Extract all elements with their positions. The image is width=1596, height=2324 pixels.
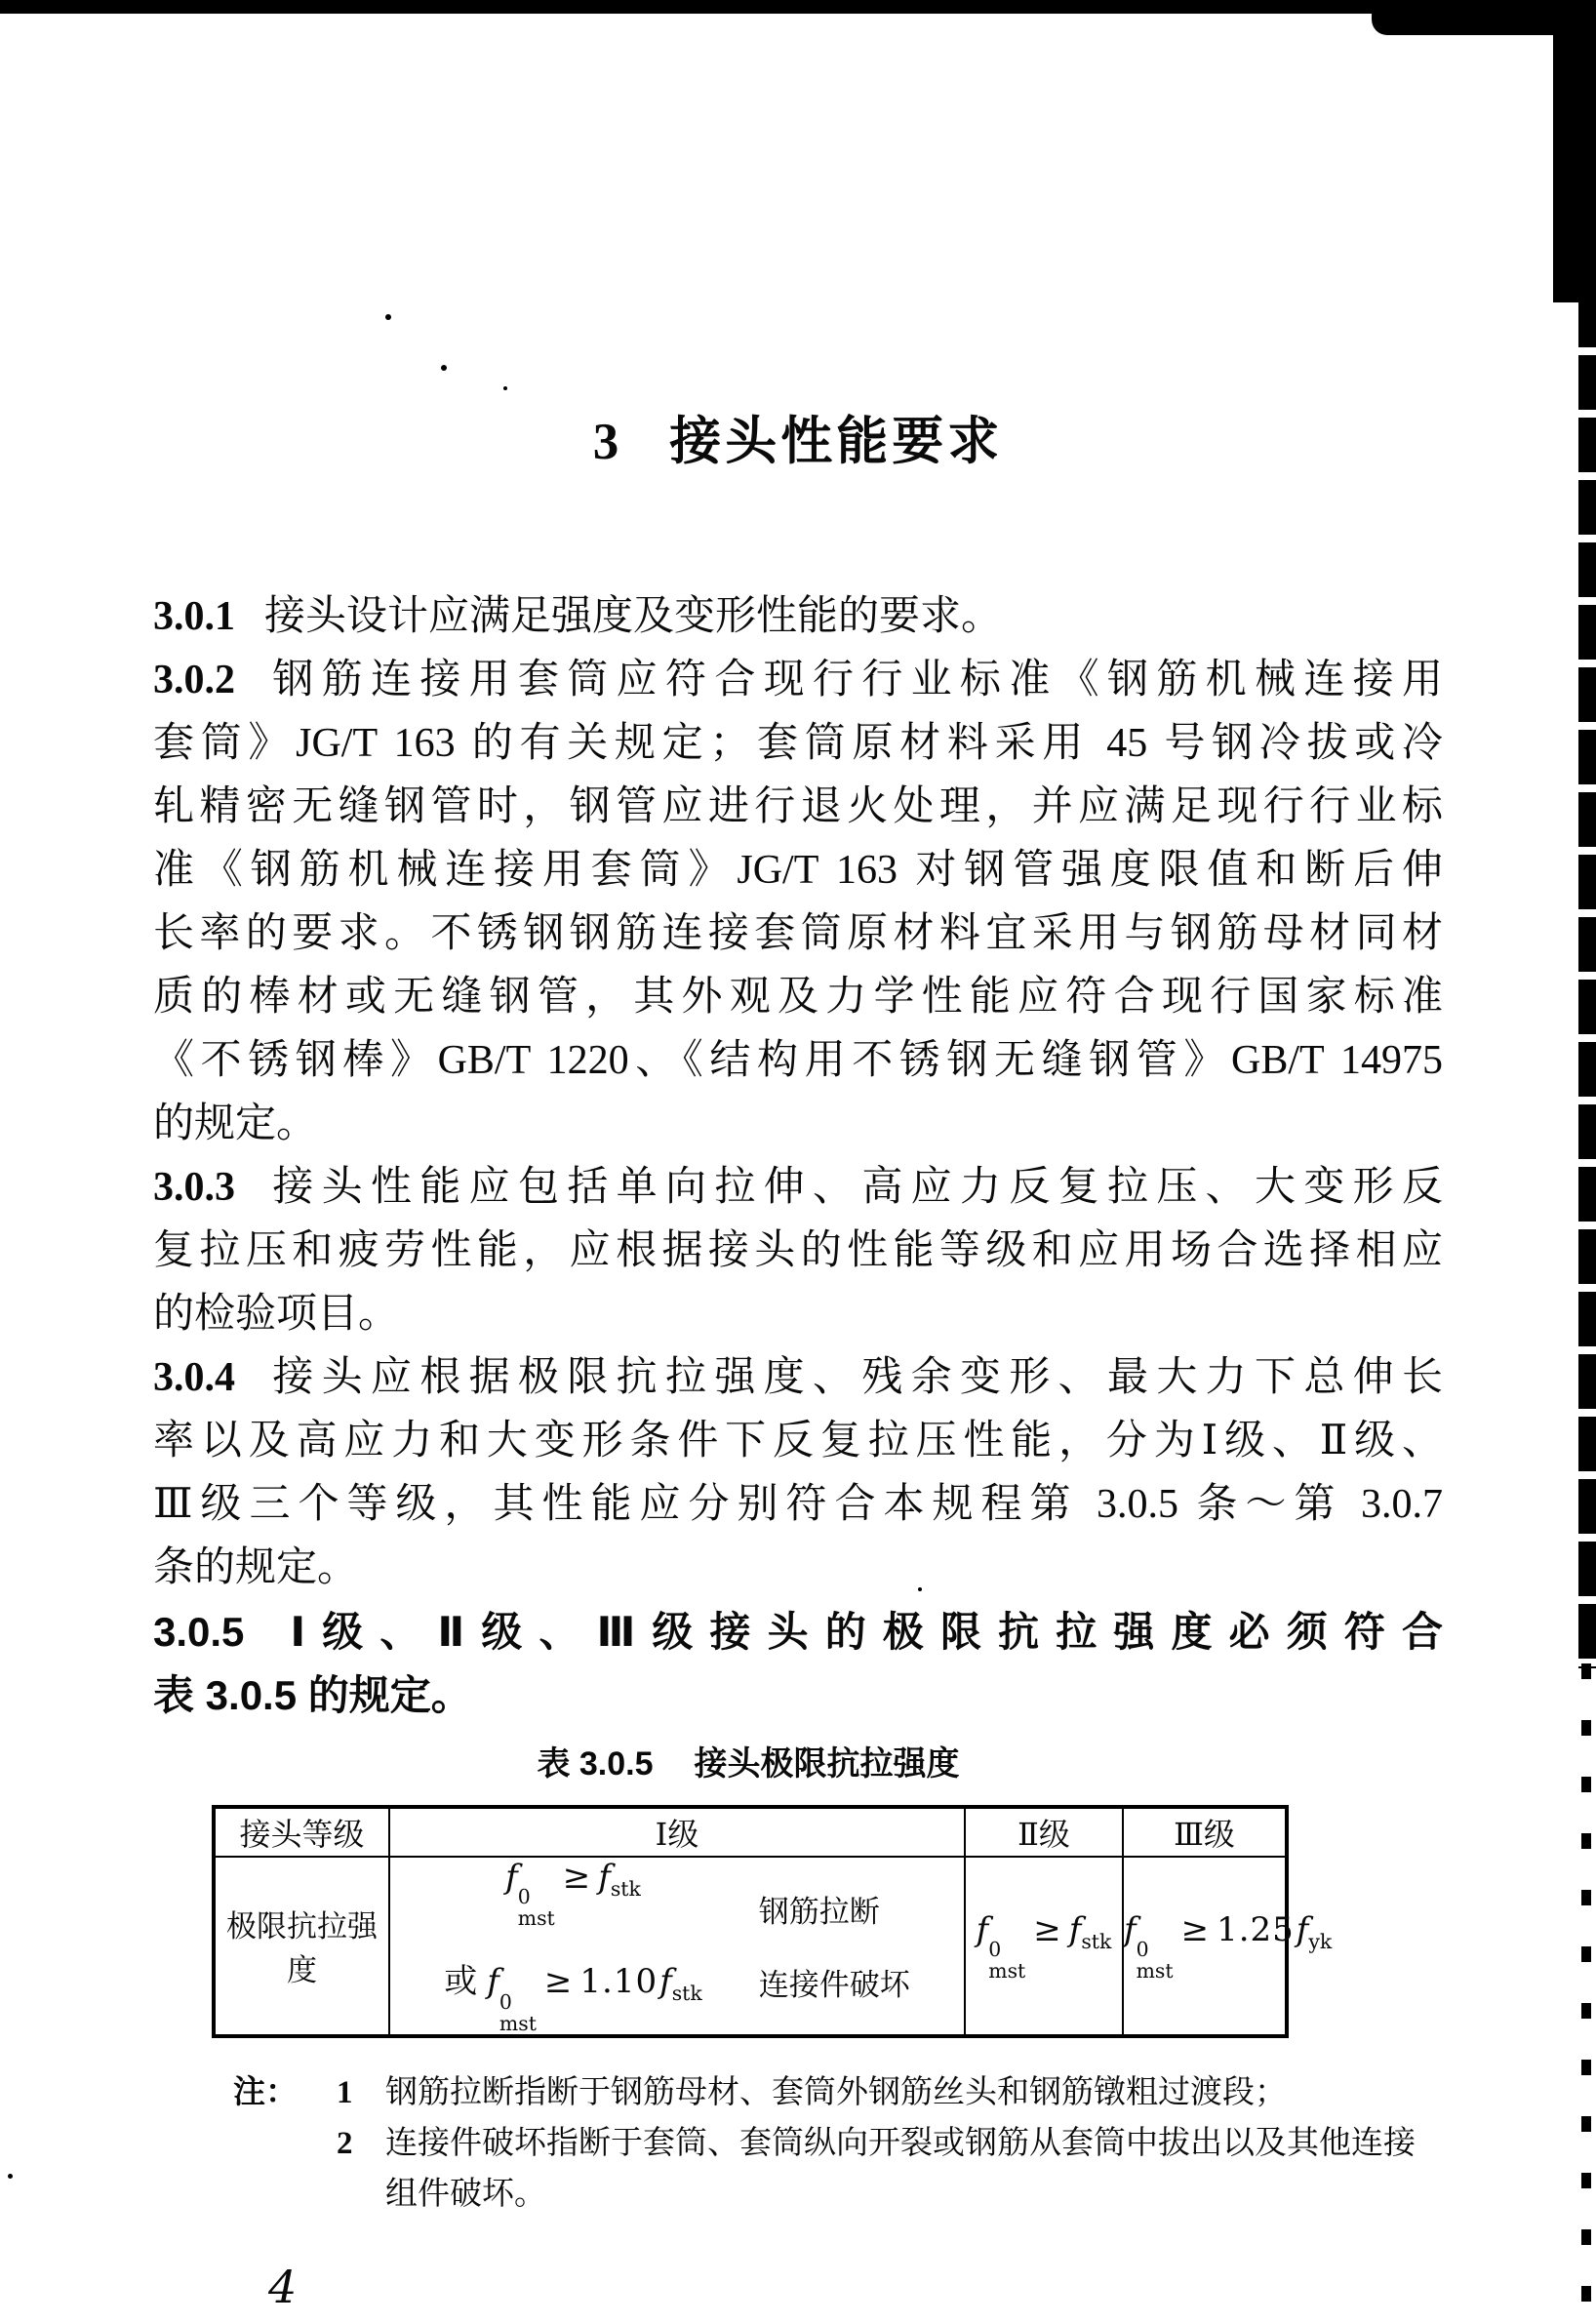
chapter-title-text: 接头性能要求 [669, 414, 1004, 470]
text-line: 套筒》JG/T 163 的有关规定；套筒原材料采用 45 号钢冷拔或冷 [153, 721, 1443, 766]
text-line: 的规定。 [153, 1102, 318, 1146]
scan-artifact-right-strip [1578, 293, 1596, 1668]
note-text [385, 2118, 1443, 2220]
section-3-0-5 [153, 1600, 1443, 1727]
text-line: 的检验项目。 [153, 1292, 400, 1337]
formula-sub: stk [1081, 1929, 1112, 1953]
header-cell-grade-1: Ⅰ级 [389, 1807, 965, 1857]
ge-symbol: ≥ [562, 1858, 591, 1897]
formula-grade2 [976, 1909, 1112, 1983]
section-number: 3.0.3 [153, 1165, 235, 1210]
table-header-row [214, 1807, 1287, 1857]
section-text: 接头性能应包括单向拉伸、高应力反复拉压、大变形反 [264, 1165, 1443, 1210]
text-line: 复拉压和疲劳性能，应根据接头的性能等级和应用场合选择相应 [153, 1228, 1443, 1273]
formula-coefficient: 1.25 [1217, 1909, 1295, 1949]
section-text: Ⅰ级、Ⅱ级、Ⅲ级接头的极限抗拉强度必须符合 [273, 1609, 1443, 1655]
header-cell-grade-3: Ⅲ级 [1123, 1807, 1287, 1857]
formula-var-f: f [1296, 1909, 1309, 1949]
section-3-0-3 [153, 1156, 1443, 1346]
note-text-line: 连接件破坏指断于套筒、套筒纵向开裂或钢筋从套筒中拔出以及其他连接 [385, 2125, 1416, 2161]
note-number: 1 [337, 2074, 353, 2110]
grade-1-content [390, 1858, 964, 2034]
formula-sub: mst [1136, 1959, 1174, 1983]
formula-sub: stk [610, 1876, 641, 1901]
grade-3-cell [1123, 1857, 1333, 2036]
formula-var-f: f [505, 1858, 518, 1897]
formula-sub: mst [517, 1906, 555, 1931]
text-line: 轧精密无缝钢管时，钢管应进行退火处理，并应满足现行行业标 [153, 784, 1443, 829]
section-text: 钢筋连接用套筒应符合现行行业标准《钢筋机械连接用 [264, 658, 1443, 702]
formula-grade1-a [505, 1858, 641, 1929]
failure-label-connector-break: 连接件破坏 [758, 1968, 910, 2003]
text-line [153, 1346, 1443, 1410]
formula-coefficient: 1.10 [579, 1962, 658, 2002]
page-number: 4 [268, 2260, 298, 2313]
formula-var-f: f [1124, 1909, 1137, 1949]
note-prefix: 注： [233, 2074, 298, 2110]
formula-sub: yk [1308, 1929, 1333, 1953]
note-2 [233, 2118, 1443, 2220]
scan-speck [8, 2174, 13, 2179]
ge-symbol: ≥ [543, 1962, 573, 2002]
formula-grade3 [1124, 1909, 1333, 1983]
section-text: 接头设计应满足强度及变形性能的要求。 [264, 594, 1003, 639]
formula-var-f: f [659, 1962, 672, 2002]
formula-sub: mst [499, 2011, 537, 2035]
grade-1-failure-labels [759, 1887, 910, 2004]
ge-symbol: ≥ [1033, 1909, 1061, 1949]
text-line: 《不锈钢棒》GB/T 1220、《结构用不锈钢无缝钢管》GB/T 14975 [153, 1038, 1443, 1083]
grade-1-formulas [444, 1858, 701, 2034]
chapter-number: 3 [592, 414, 619, 470]
text-line: 率以及高应力和大变形条件下反复拉压性能，分为Ⅰ级、Ⅱ级、 [153, 1419, 1443, 1463]
grade-1-cell [389, 1857, 965, 2036]
formula-var-f: f [487, 1962, 499, 2002]
formula-grade1-b [444, 1954, 701, 2033]
section-3-0-2 [153, 649, 1443, 1156]
text-line [153, 1600, 1443, 1663]
formula-supsub [499, 1991, 537, 2034]
table-notes [233, 2067, 1443, 2220]
strength-table [212, 1805, 1333, 2038]
section-number: 3.0.2 [153, 658, 235, 702]
text-line [153, 649, 1443, 712]
text-line: 质的棒材或无缝钢管，其外观及力学性能应符合现行国家标准 [153, 975, 1443, 1020]
note-number: 2 [337, 2125, 353, 2161]
row-label-cell: 极限抗拉强度 [214, 1857, 389, 2036]
page-content [153, 0, 1443, 2313]
formula-supsub [1137, 1939, 1174, 1982]
formula-var-f: f [976, 1909, 989, 1949]
text-line: 长率的要求。不锈钢钢筋连接套筒原材料宜采用与钢筋母材同材 [153, 911, 1443, 956]
body-text [153, 585, 1443, 1727]
scan-artifact-right-strip [1553, 0, 1596, 302]
note-text: 钢筋拉断指断于钢筋母材、套筒外钢筋丝头和钢筋镦粗过渡段； [385, 2074, 1287, 2110]
section-3-0-1 [153, 585, 1443, 649]
table-data-row [214, 1857, 1287, 2036]
formula-sup: 0 [1136, 1938, 1149, 1961]
note-1 [233, 2067, 1443, 2118]
formula-sup: 0 [988, 1938, 1002, 1961]
formula-sub: mst [988, 1959, 1026, 1983]
formula-var-f: f [1068, 1909, 1082, 1949]
table-caption [212, 1743, 1285, 1785]
text-line [153, 585, 1443, 649]
text-line: Ⅲ级三个等级，其性能应分别符合本规程第 3.0.5 条～第 3.0.7 [153, 1482, 1443, 1527]
section-text: 接头应根据极限抗拉强度、残余变形、最大力下总伸长 [264, 1355, 1443, 1400]
formula-sub: stk [671, 1982, 702, 2006]
note-text-line: 组件破坏。 [385, 2176, 546, 2212]
text-line: 条的规定。 [153, 1545, 359, 1590]
grade-2-cell [965, 1857, 1123, 2036]
section-number: 3.0.1 [153, 594, 235, 639]
table-caption-number: 表 3.0.5 [537, 1745, 654, 1783]
formula-supsub [988, 1939, 1025, 1982]
formula-sup: 0 [499, 1989, 512, 2014]
formula-sup: 0 [517, 1885, 531, 1909]
chapter-title [153, 0, 1443, 470]
header-cell-grade: 接头等级 [214, 1807, 389, 1857]
text-line: 表 3.0.5 的规定。 [153, 1672, 472, 1718]
failure-label-rebar-break: 钢筋拉断 [758, 1895, 880, 1930]
header-cell-grade-2: Ⅱ级 [965, 1807, 1123, 1857]
scan-artifact-right-strip [1581, 1663, 1591, 2307]
text-line [153, 1156, 1443, 1220]
formula-supsub [518, 1886, 555, 1929]
or-word: 或 [444, 1964, 478, 2001]
ge-symbol: ≥ [1180, 1909, 1210, 1949]
section-number: 3.0.5 [153, 1609, 245, 1655]
text-line: 准《钢筋机械连接用套筒》JG/T 163 对钢管强度限值和断后伸 [153, 848, 1443, 893]
table-caption-text: 接头极限抗拉强度 [694, 1745, 960, 1783]
section-3-0-4 [153, 1346, 1443, 1600]
section-number: 3.0.4 [153, 1355, 235, 1400]
formula-var-f: f [598, 1858, 611, 1897]
